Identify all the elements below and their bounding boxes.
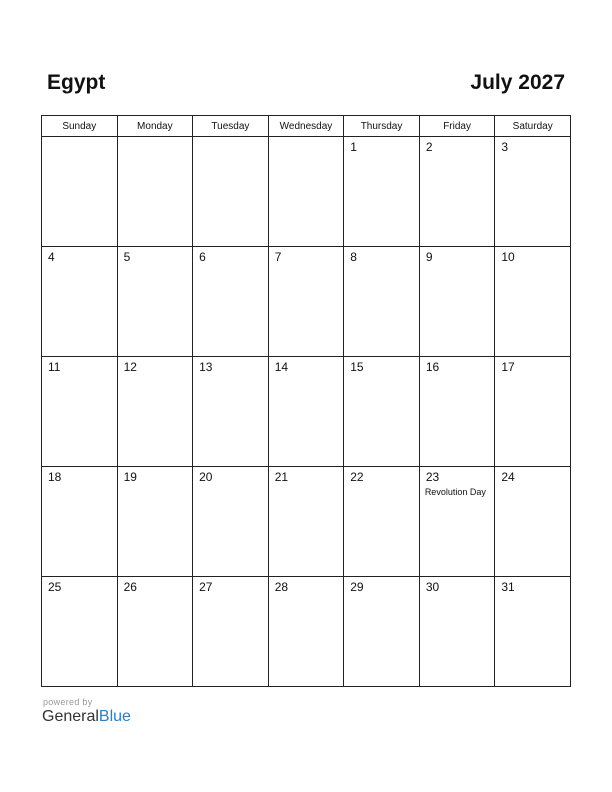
weekday-monday: Monday xyxy=(117,116,193,137)
day-cell xyxy=(419,357,495,467)
day-number xyxy=(193,137,268,141)
day-cell xyxy=(268,137,344,247)
day-cell xyxy=(42,357,118,467)
weekday-friday: Friday xyxy=(419,116,495,137)
day-cell xyxy=(268,467,344,577)
day-number: 10 xyxy=(501,250,515,264)
weekday-saturday: Saturday xyxy=(495,116,571,137)
week-row xyxy=(42,577,571,687)
day-cell xyxy=(42,137,118,247)
day-cell xyxy=(117,577,193,687)
day-number: 4 xyxy=(48,250,55,264)
day-cell xyxy=(193,467,269,577)
day-number: 8 xyxy=(350,250,357,264)
day-number: 16 xyxy=(425,360,440,374)
week-row xyxy=(42,137,571,247)
day-number xyxy=(269,137,344,141)
weekday-header-row xyxy=(42,116,571,137)
day-number: 25 xyxy=(48,580,62,594)
weekday-tuesday: Tuesday xyxy=(193,116,269,137)
weekday-sunday: Sunday xyxy=(42,116,118,137)
day-cell xyxy=(495,577,571,687)
day-cell xyxy=(344,137,420,247)
week-row xyxy=(42,467,571,577)
day-cell xyxy=(268,577,344,687)
brand-blue: Blue xyxy=(98,708,131,725)
day-number: 7 xyxy=(274,250,282,264)
day-number: 22 xyxy=(350,470,364,484)
day-number: 12 xyxy=(123,360,137,374)
calendar-grid xyxy=(41,115,571,687)
day-cell xyxy=(117,137,193,247)
day-number: 15 xyxy=(350,360,364,374)
day-cell xyxy=(495,247,571,357)
day-number: 11 xyxy=(48,360,61,374)
holiday-event: Revolution Day xyxy=(424,487,486,497)
day-number: 9 xyxy=(425,250,433,264)
day-number: 3 xyxy=(501,140,509,154)
day-cell xyxy=(419,467,495,577)
day-number: 17 xyxy=(501,360,515,374)
day-cell xyxy=(495,137,571,247)
day-cell xyxy=(344,247,420,357)
day-cell xyxy=(193,357,269,467)
day-number: 1 xyxy=(350,140,357,154)
day-number: 21 xyxy=(274,470,289,484)
day-number: 6 xyxy=(199,250,206,264)
day-cell xyxy=(495,467,571,577)
day-number: 18 xyxy=(48,470,62,484)
day-cell xyxy=(344,467,420,577)
day-cell xyxy=(42,467,118,577)
day-number xyxy=(42,137,117,141)
day-number xyxy=(118,137,193,141)
day-cell xyxy=(42,247,118,357)
day-number: 26 xyxy=(123,580,137,594)
day-cell xyxy=(495,357,571,467)
day-number: 23 xyxy=(425,470,440,484)
powered-by-label: powered by xyxy=(43,697,93,707)
day-cell xyxy=(193,137,269,247)
day-cell xyxy=(193,247,269,357)
day-number: 29 xyxy=(350,580,364,594)
day-cell xyxy=(419,247,495,357)
day-number: 14 xyxy=(274,360,289,374)
day-cell xyxy=(344,577,420,687)
brand-general: General xyxy=(42,708,99,725)
generalblue-logo[interactable] xyxy=(42,708,131,726)
day-cell xyxy=(419,577,495,687)
day-cell xyxy=(193,577,269,687)
day-cell xyxy=(117,357,193,467)
weekday-thursday: Thursday xyxy=(344,116,420,137)
weekday-wednesday: Wednesday xyxy=(268,116,344,137)
week-row xyxy=(42,357,571,467)
day-cell xyxy=(117,247,193,357)
day-number: 24 xyxy=(501,470,515,484)
day-number: 30 xyxy=(425,580,440,594)
day-number: 2 xyxy=(425,140,433,154)
day-number: 31 xyxy=(501,580,515,594)
day-cell xyxy=(117,467,193,577)
month-year-title: July 2027 xyxy=(470,71,565,94)
day-cell xyxy=(419,137,495,247)
day-number: 19 xyxy=(123,470,137,484)
day-number: 28 xyxy=(274,580,289,594)
day-number: 5 xyxy=(123,250,131,264)
day-cell xyxy=(344,357,420,467)
country-title: Egypt xyxy=(47,71,106,94)
day-cell xyxy=(268,357,344,467)
week-row xyxy=(42,247,571,357)
day-number: 27 xyxy=(199,580,213,594)
day-cell xyxy=(42,577,118,687)
day-cell xyxy=(268,247,344,357)
day-number: 20 xyxy=(199,470,213,484)
day-number: 13 xyxy=(199,360,213,374)
